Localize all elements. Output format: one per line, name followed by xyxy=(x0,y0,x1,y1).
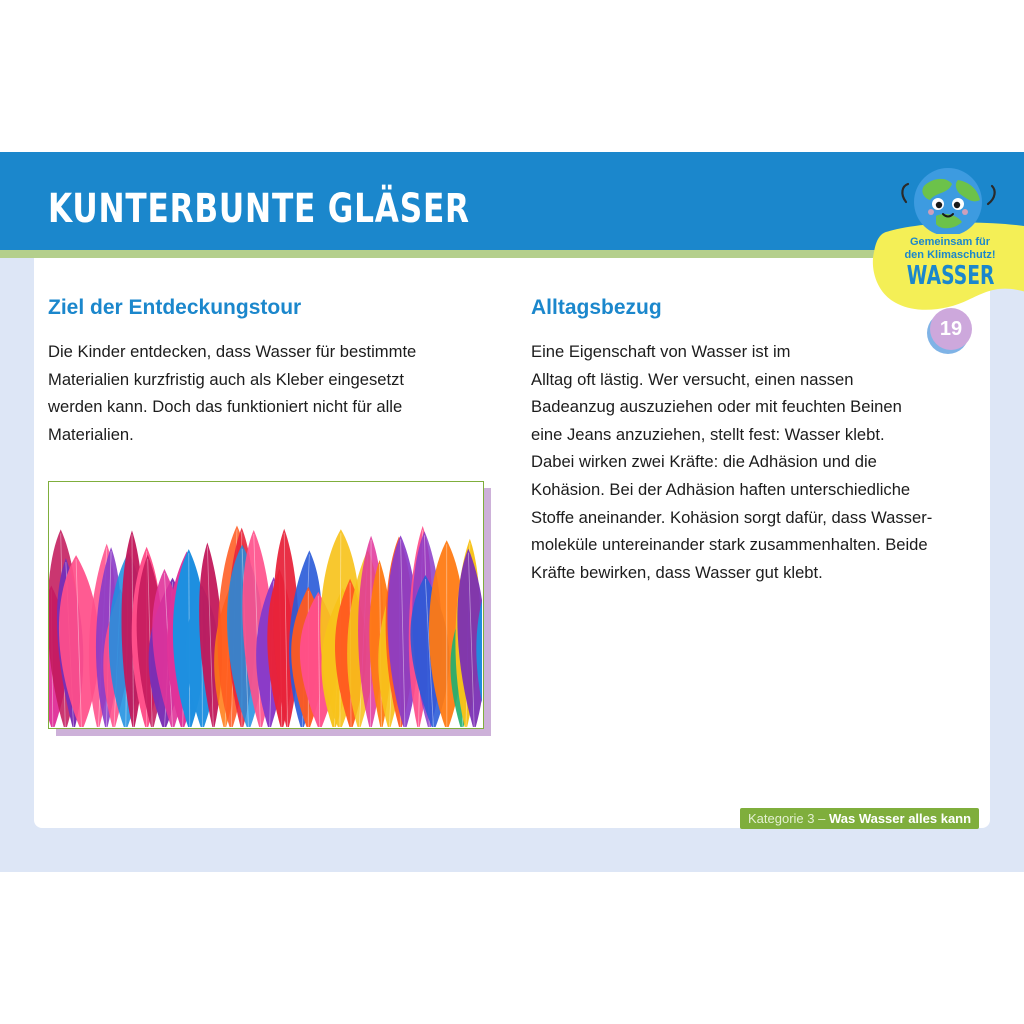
left-line: Materialien kurzfristig auch als Kleber eingesetzt xyxy=(48,369,405,389)
left-line: werden kann. Doch das funktioniert nicht für alle xyxy=(48,397,403,417)
badge-slogan-line1: Gemeinsam für xyxy=(909,236,991,248)
feathers-photo xyxy=(48,481,484,729)
left-heading: Ziel der Entdeckungstour xyxy=(48,296,302,319)
right-line: Kräfte bewirken, dass Wasser gut klebt. xyxy=(531,562,823,582)
right-line: Dabei wirken zwei Kräfte: die Adhäsion und die xyxy=(531,452,877,472)
right-line: Stoffe aneinander. Kohäsion sorgt dafür, dass Wasser- xyxy=(531,507,933,527)
category-tag xyxy=(740,808,979,829)
badge-slogan-line2: den Klimaschutz! xyxy=(904,249,996,261)
page-number: 19 xyxy=(930,308,972,350)
right-line: Kohäsion. Bei der Adhäsion haften unterschiedliche xyxy=(531,479,911,499)
page-number-badge xyxy=(927,308,973,354)
page-title: KUNTERBUNTE GLÄSER xyxy=(48,186,470,232)
right-line: Alltag oft lästig. Wer versucht, einen nassen xyxy=(531,369,854,389)
right-paragraph xyxy=(531,338,932,586)
right-line: Eine Eigenschaft von Wasser ist im xyxy=(531,342,791,361)
left-line: Die Kinder entdecken, dass Wasser für bestimmte xyxy=(48,342,417,361)
category-name: Was Wasser alles kann xyxy=(828,811,972,826)
left-line: Materialien. xyxy=(48,424,134,444)
right-line: Badeanzug auszuziehen oder mit feuchten Beinen xyxy=(531,397,902,417)
badge-slogan xyxy=(890,236,1010,262)
feathers-illustration xyxy=(49,482,482,727)
right-line: moleküle untereinander stark zusammenhalten. Beide xyxy=(531,535,928,555)
right-heading: Alltagsbezug xyxy=(531,296,662,319)
left-paragraph xyxy=(48,338,416,448)
badge-topic: WASSER xyxy=(906,261,995,291)
right-line: eine Jeans anzuziehen, stellt fest: Wasser klebt. xyxy=(531,424,885,444)
category-prefix: Kategorie 3 – xyxy=(748,811,829,826)
globe-mascot-icon xyxy=(896,164,1000,234)
